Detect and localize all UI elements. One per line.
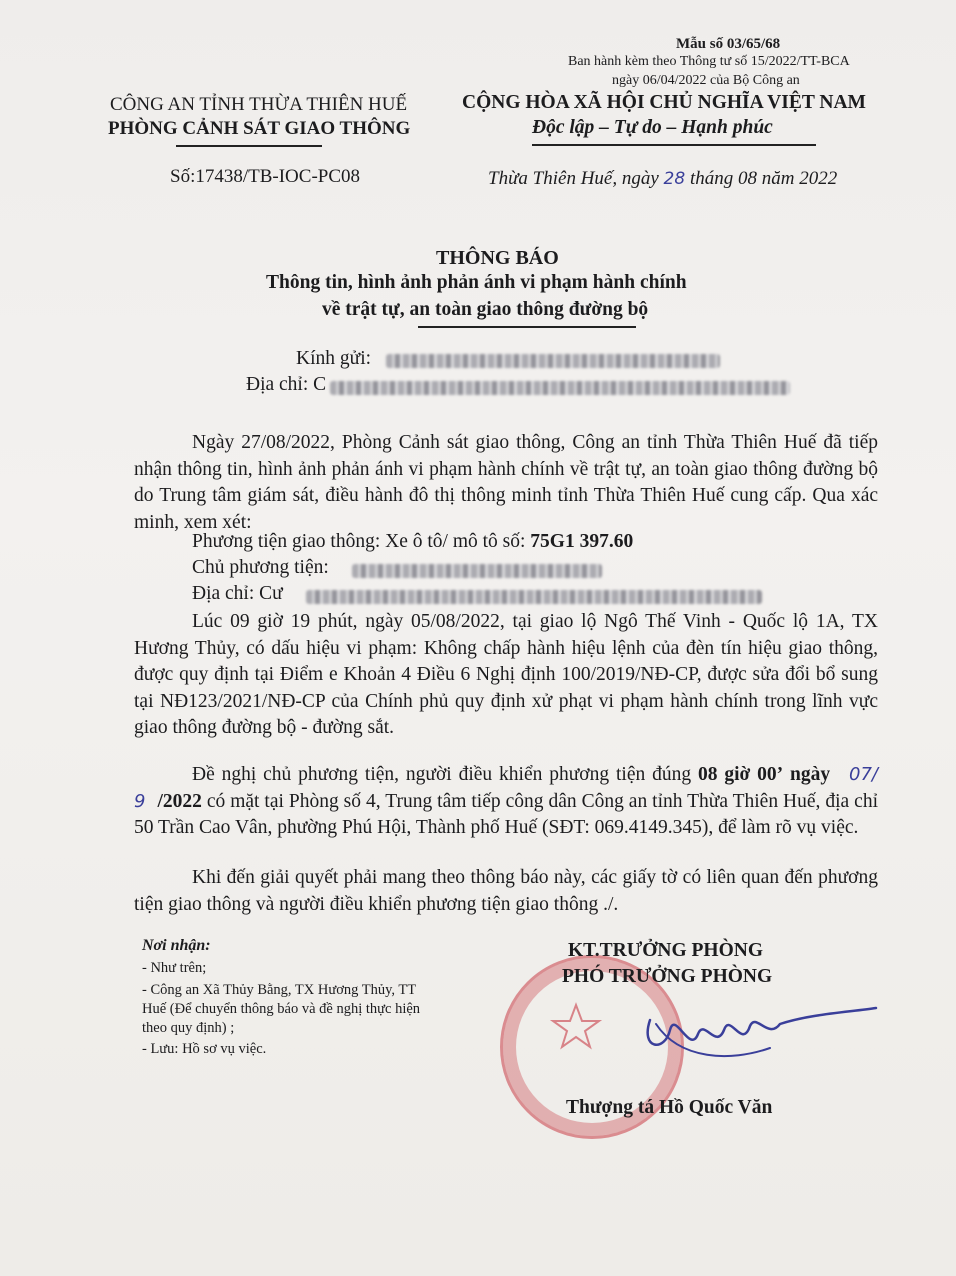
handwritten-date: 07/ 9 <box>134 764 878 812</box>
paragraph-receipt: Ngày 27/08/2022, Phòng Cảnh sát giao thông, Công an tỉnh Thừa Thiên Huế đã tiếp nhận thông tin, hình ảnh phản ánh vi phạm hành chính về trật tự, an toàn giao thông đường bộ do Trung tâm giám sát, điều hành đô thị thông minh tỉnh Thừa Thiên Huế cung cấp. Qua xác minh, xem xét: <box>134 432 878 533</box>
signer-name: Thượng tá Hồ Quốc Văn <box>566 1097 773 1118</box>
recipient-item-1: - Như trên; <box>142 960 207 976</box>
signer-title-2: PHÓ TRƯỞNG PHÒNG <box>562 966 773 987</box>
handwritten-day: 28 <box>663 169 686 189</box>
paragraph-summons: Đề nghị chủ phương tiện, người điều khiển phương tiện đúng 08 giờ 00’ ngày 07/ 9 /2022 có mặt tại Phòng số 4, Trung tâm tiếp công dân Công an tỉnh Thừa Thiên Huế, địa chỉ 50 Trần Cao Vân, phường Phú Hội, Thành phố Huế (SĐT: 069.4149.345), để làm rõ vụ việc. <box>134 764 878 839</box>
recipient-item-2a: - Công an Xã Thủy Bằng, TX Hương Thủy, TT <box>142 982 417 998</box>
notice-subtitle-1: Thông tin, hình ảnh phản ánh vi phạm hành chính <box>266 272 687 293</box>
owner-address-line: Địa chỉ: Cư <box>192 583 283 604</box>
recipient-label: Kính gửi: <box>296 348 372 369</box>
owner-line: Chủ phương tiện: <box>192 557 329 578</box>
signer-title-1: KT.TRƯỞNG PHÒNG <box>568 940 763 961</box>
paragraph-violation: Lúc 09 giờ 19 phút, ngày 05/08/2022, tại giao lộ Ngô Thế Vinh - Quốc lộ 1A, TX Hương Thủy, có dấu hiệu vi phạm: Không chấp hành hiệu lệnh của đèn tín hiệu giao thông, được quy định tại Điểm e Khoản 4 Điều 6 Nghị định 100/2019/NĐ-CP, được sửa đổi bổ sung tại NĐ123/2021/NĐ-CP của Chính phủ quy định xử phạt vi phạm hành chính trong lĩnh vực giao thông đường bộ - đường sắt. <box>134 611 878 739</box>
department-name: PHÒNG CẢNH SÁT GIAO THÔNG <box>108 118 411 139</box>
summons-time: 08 giờ 00’ <box>697 764 784 785</box>
national-title: CỘNG HÒA XÃ HỘI CHỦ NGHĨA VIỆT NAM <box>462 92 866 113</box>
recipients-title: Nơi nhận: <box>142 937 211 954</box>
recipient-item-2b: Huế (Để chuyển thông báo và đề nghị thực hiện <box>142 1001 421 1017</box>
redacted-address <box>330 381 790 395</box>
form-issued-line1: Ban hành kèm theo Thông tư số 15/2022/TT-BCA <box>568 54 850 69</box>
address-label: Địa chỉ: C <box>246 374 327 395</box>
redacted-owner <box>352 564 602 578</box>
document-number: Số:17438/TB-IOC-PC08 <box>170 166 361 187</box>
redacted-recipient <box>386 354 720 368</box>
redacted-owner-address <box>306 590 762 604</box>
department-underline <box>176 145 322 147</box>
agency-name: CÔNG AN TỈNH THỪA THIÊN HUẾ <box>110 94 408 115</box>
recipient-item-3: - Lưu: Hồ sơ vụ việc. <box>142 1041 267 1057</box>
notice-title: THÔNG BÁO <box>436 247 559 269</box>
license-plate: 75G1 397.60 <box>530 531 634 552</box>
handwritten-signature <box>620 990 880 1070</box>
notice-subtitle-2: về trật tự, an toàn giao thông đường bộ <box>322 299 649 320</box>
document-date: Thừa Thiên Huế, ngày 28 tháng 08 năm 2022 <box>488 168 838 189</box>
subtitle-underline <box>418 326 636 328</box>
paragraph-documents: Khi đến giải quyết phải mang theo thông báo này, các giấy tờ có liên quan đến phương tiện giao thông và người điều khiển phương tiện giao thông ./. <box>134 867 878 915</box>
form-code: Mẫu số 03/65/68 <box>676 36 781 52</box>
national-motto: Độc lập – Tự do – Hạnh phúc <box>532 117 773 138</box>
motto-underline <box>532 144 816 146</box>
recipient-item-2c: theo quy định) ; <box>142 1020 235 1036</box>
form-issued-line2: ngày 06/04/2022 của Bộ Công an <box>612 73 800 88</box>
vehicle-line: Phương tiện giao thông: Xe ô tô/ mô tô số: 75G1 397.60 <box>192 531 634 552</box>
